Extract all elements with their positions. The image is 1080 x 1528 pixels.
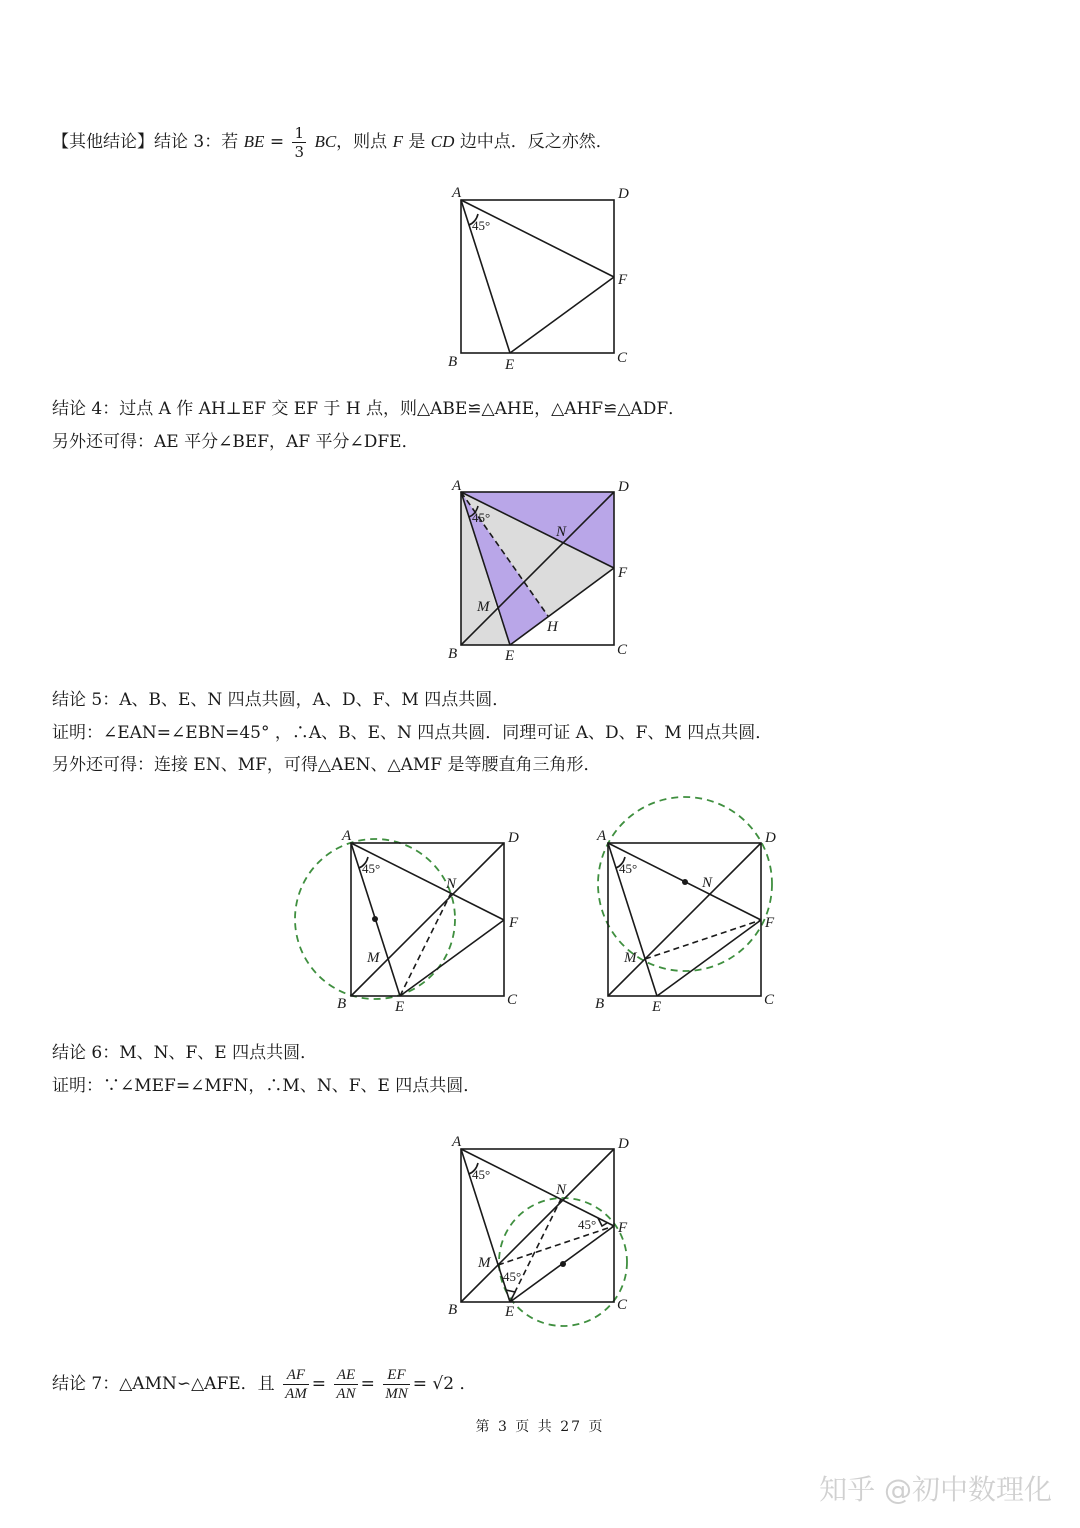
conclusion-4-line-2: 另外还可得：AE 平分∠BEF，AF 平分∠DFE． bbox=[52, 432, 419, 452]
conclusion-7 bbox=[52, 1364, 476, 1404]
c3-num: 1 bbox=[294, 124, 305, 142]
c7-eq1: = bbox=[311, 1374, 326, 1394]
fig1-label-a: A bbox=[452, 185, 462, 201]
c7-n3: EF bbox=[383, 1366, 410, 1385]
fig1-label-d: D bbox=[618, 186, 629, 202]
fig2-label-m: M bbox=[477, 599, 490, 615]
c7-sqrt: √2 bbox=[432, 1374, 455, 1394]
conclusion-5-line-2: 证明：∠EAN=∠EBN=45° ，∴A、B、E、N 四点共圆．同理可证 A、D、F、M 四点共圆． bbox=[52, 723, 773, 743]
fig4-label-c: C bbox=[617, 1297, 628, 1313]
c7-frac-3 bbox=[383, 1366, 410, 1403]
c3-end: 边中点．反之亦然． bbox=[459, 132, 613, 152]
c3-mid: 是 bbox=[408, 132, 426, 152]
c7-eq2: = bbox=[360, 1374, 375, 1394]
fig1-label-f: F bbox=[618, 272, 628, 288]
fig2-label-n: N bbox=[556, 524, 567, 540]
c3-be: BE bbox=[243, 132, 265, 151]
conclusion-4-line-1: 结论 4：过点 A 作 AH⊥EF 交 EF 于 H 点，则△ABE≌△AHE，△AHF≌△ADF． bbox=[52, 399, 686, 419]
fig3r-label-m: M bbox=[624, 950, 637, 966]
conclusion-5-line-1: 结论 5：A、B、E、N 四点共圆，A、D、F、M 四点共圆． bbox=[52, 690, 510, 710]
fig2-label-c: C bbox=[617, 642, 628, 658]
fig3l-label-m: M bbox=[367, 950, 380, 966]
fig3l-label-d: D bbox=[508, 830, 519, 846]
fig2-label-f: F bbox=[618, 565, 628, 581]
fig3l-label-n: N bbox=[446, 876, 457, 892]
c7-n2: AE bbox=[334, 1366, 357, 1385]
conclusion-6-line-1: 结论 6：M、N、F、E 四点共圆． bbox=[52, 1043, 318, 1063]
conclusion-5-line-3: 另外还可得：连接 EN、MF，可得△AEN、△AMF 是等腰直角三角形． bbox=[52, 755, 601, 775]
fig3r-label-a: A bbox=[597, 828, 607, 844]
page-footer: 第 3 页 共 27 页 bbox=[475, 1419, 605, 1435]
fig3l-label-e: E bbox=[395, 999, 405, 1015]
c7-frac-2 bbox=[334, 1366, 357, 1403]
fig3r-label-n: N bbox=[702, 875, 713, 891]
watermark: 知乎 @初中数理化 bbox=[819, 1473, 1052, 1506]
fig3l-label-a: A bbox=[342, 828, 352, 844]
fig2-label-h: H bbox=[547, 619, 558, 635]
c7-d1: AM bbox=[285, 1386, 307, 1402]
fig3l-label-b: B bbox=[337, 996, 347, 1012]
c3-den: 3 bbox=[294, 143, 305, 161]
fig3l-label-c: C bbox=[507, 992, 518, 1008]
fig4-label-a: A bbox=[452, 1134, 462, 1150]
fig4-angle-e: 45° bbox=[503, 1269, 522, 1284]
fig1-label-c: C bbox=[617, 350, 628, 366]
fig2-label-e: E bbox=[505, 648, 515, 664]
c7-end: ． bbox=[459, 1374, 477, 1394]
fig4-label-d: D bbox=[618, 1136, 629, 1152]
fig1-label-e: E bbox=[505, 357, 515, 373]
fig4-label-m: M bbox=[478, 1255, 491, 1271]
fig4-angle-f: 45° bbox=[578, 1217, 597, 1232]
fig4-label-f: F bbox=[618, 1220, 628, 1236]
c7-d3: MN bbox=[385, 1386, 408, 1402]
c3-f: F bbox=[392, 132, 403, 151]
fig3l-label-f: F bbox=[509, 915, 519, 931]
fig4-label-b: B bbox=[448, 1302, 458, 1318]
fig3r-label-b: B bbox=[595, 996, 605, 1012]
c3-bc: BC bbox=[314, 132, 337, 151]
fig2-label-d: D bbox=[618, 479, 629, 495]
c7-frac-1 bbox=[283, 1366, 309, 1403]
fig2-label-a: A bbox=[452, 478, 462, 494]
fig4-label-e: E bbox=[505, 1304, 515, 1320]
c7-n1: AF bbox=[283, 1366, 309, 1385]
c3-label: 【其他结论】结论 3：若 bbox=[52, 132, 239, 152]
c3-tail: ，则点 bbox=[336, 132, 388, 152]
c3-eq: = bbox=[269, 132, 285, 152]
fig4-angle-a: 45° bbox=[472, 1167, 491, 1182]
fig3r-label-c: C bbox=[764, 992, 775, 1008]
fig4-label-n: N bbox=[556, 1182, 567, 1198]
fig1-label-b: B bbox=[448, 354, 458, 370]
fig3r-label-d: D bbox=[765, 830, 776, 846]
fig2-label-b: B bbox=[448, 646, 458, 662]
fig3r-angle: 45° bbox=[619, 861, 638, 876]
fig2-angle: 45° bbox=[472, 510, 491, 525]
fig3r-label-e: E bbox=[652, 999, 662, 1015]
fig3l-angle: 45° bbox=[362, 861, 381, 876]
fig3r-label-f: F bbox=[765, 915, 775, 931]
c7-d2: AN bbox=[336, 1386, 356, 1402]
c3-cd: CD bbox=[430, 132, 455, 151]
conclusion-6-line-2: 证明：∵∠MEF=∠MFN，∴M、N、F、E 四点共圆． bbox=[52, 1076, 481, 1096]
c7-eq3: = bbox=[412, 1374, 427, 1394]
fig1-angle: 45° bbox=[472, 218, 491, 233]
c7-label: 结论 7：△AMN∽△AFE．且 bbox=[52, 1374, 275, 1394]
